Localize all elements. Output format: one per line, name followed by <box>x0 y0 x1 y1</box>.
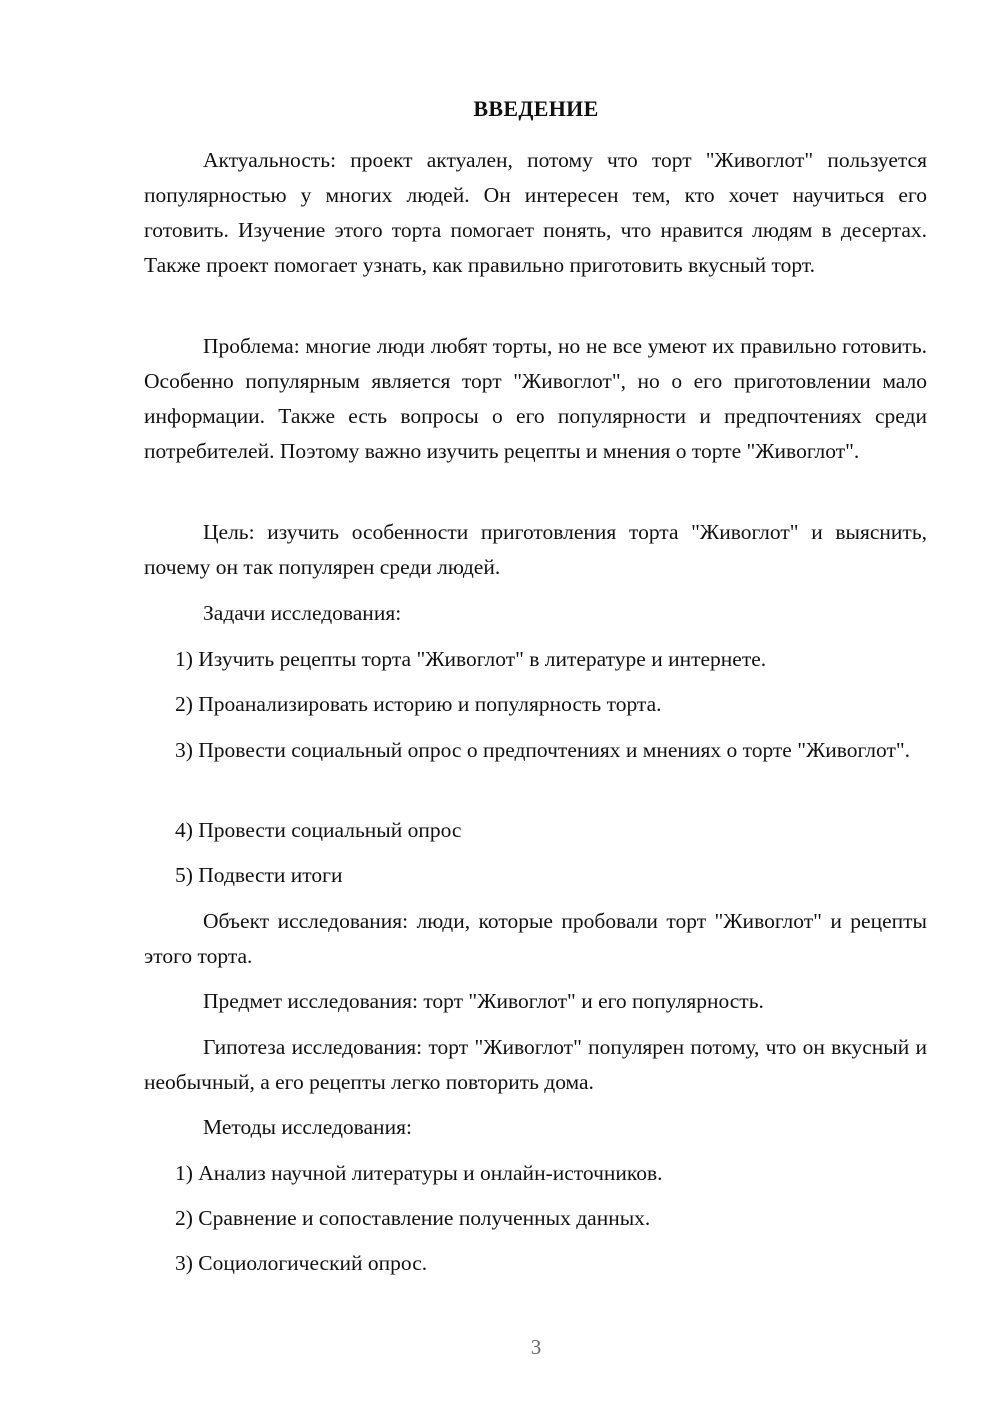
goal-paragraph: Цель: изучить особенности приготовления торта "Живоглот" и выяснить, почему он так популярен среди людей. <box>144 520 927 579</box>
task-item-4: 4) Провести социальный опрос <box>175 818 462 842</box>
problem-paragraph: Проблема: многие люди любят торты, но не все умеют их правильно готовить. Особенно популярным является торт "Живоглот", но о его приготовлении мало информации. Также есть вопросы о его популярности и предпочтениях среди потребителей. Поэтому важно изучить рецепты и мнения о торте "Живоглот". <box>144 334 927 463</box>
method-item-3: 3) Социологический опрос. <box>175 1251 428 1275</box>
task-item-2: 2) Проанализировать историю и популярность торта. <box>175 692 662 716</box>
page-number: 3 <box>530 1335 542 1359</box>
tasks-title: Задачи исследования: <box>203 601 402 625</box>
relevance-paragraph: Актуальность: проект актуален, потому что торт "Живоглот" пользуется популярностью у многих людей. Он интересен тем, кто хочет научиться его готовить. Изучение этого торта помогает понять, что нравится людям в десертах. Также проект помогает узнать, как правильно приготовить вкусный торт. <box>144 148 927 277</box>
hypothesis-paragraph: Гипотеза исследования: торт "Живоглот" популярен потому, что он вкусный и необычный, а его рецепты легко повторить дома. <box>144 1035 927 1094</box>
object-paragraph: Объект исследования: люди, которые пробовали торт "Живоглот" и рецепты этого торта. <box>144 909 927 968</box>
task-item-3: 3) Провести социальный опрос о предпочтениях и мнениях о торте "Живоглот". <box>175 738 910 762</box>
method-item-1: 1) Анализ научной литературы и онлайн-источников. <box>175 1161 663 1185</box>
task-item-5: 5) Подвести итоги <box>175 863 343 887</box>
subject-paragraph: Предмет исследования: торт "Живоглот" и его популярность. <box>203 989 764 1013</box>
section-heading: ВВЕДЕНИЕ <box>473 96 599 121</box>
methods-title: Методы исследования: <box>203 1115 412 1139</box>
task-item-1: 1) Изучить рецепты торта "Живоглот" в литературе и интернете. <box>175 647 767 671</box>
method-item-2: 2) Сравнение и сопоставление полученных данных. <box>175 1206 651 1230</box>
